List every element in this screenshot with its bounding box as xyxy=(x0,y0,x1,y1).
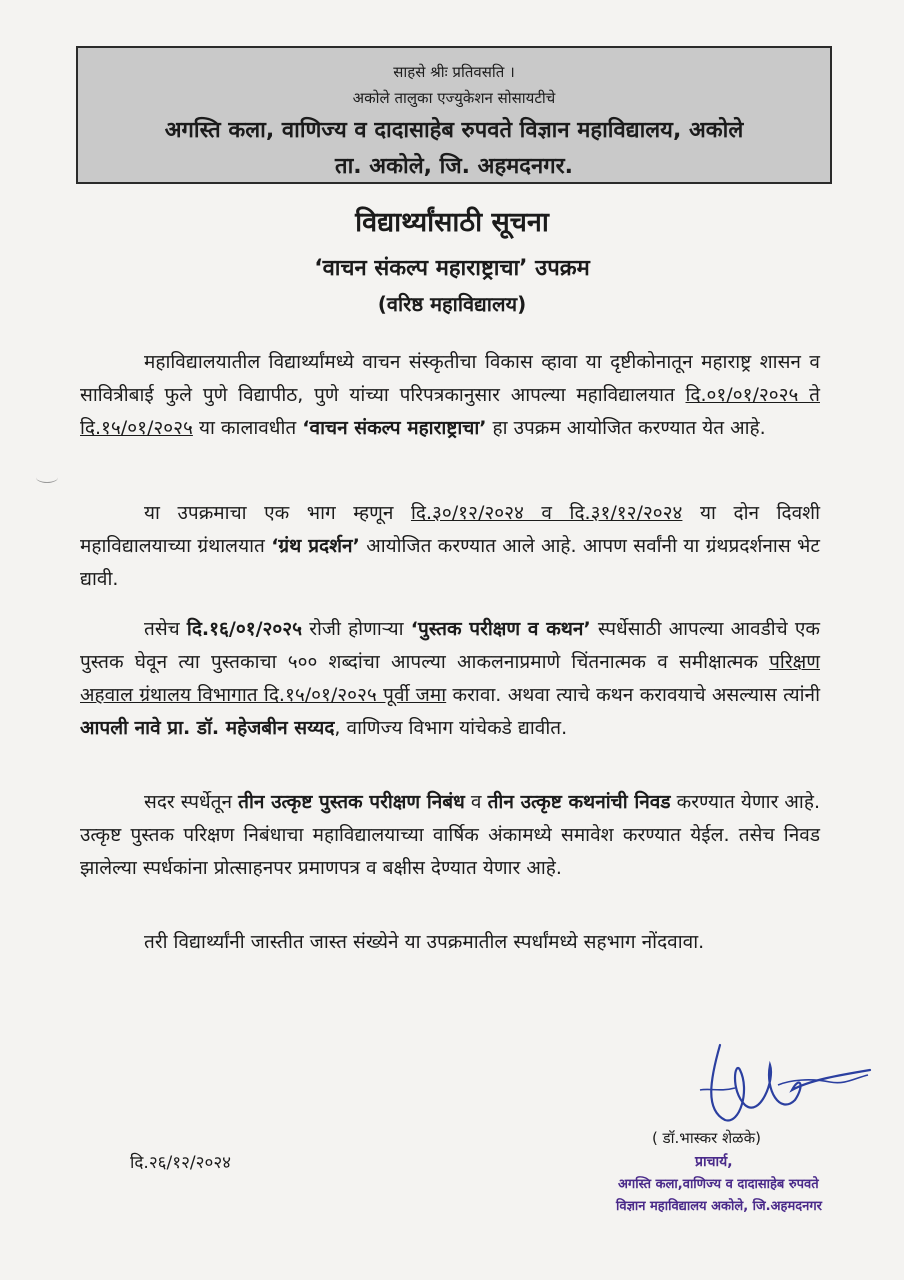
issue-date: दि.२६/१२/२०२४ xyxy=(130,1153,232,1173)
paragraph-4 xyxy=(80,786,820,885)
paragraph-3 xyxy=(80,613,820,745)
p4-text-c: करण्यात येणार आहे. उत्कृष्ट पुस्तक परिक्षण निबंधाचा महाविद्यालयाच्या वार्षिक अंकामध्ये समावेश करण्यात येईल. तसेच निवड झालेल्या स्पर्धकांना प्रोत्साहनपर प्रमाणपत्र व बक्षीस देण्यात येणार आहे. xyxy=(80,791,820,879)
p2-text-b: या दोन दिवशी महाविद्यालयाच्या ग्रंथालयात xyxy=(80,502,821,557)
p3-text-b: रोजी होणाऱ्या xyxy=(302,618,411,640)
college-motto: साहसे श्रीः प्रतिवसति । xyxy=(393,63,515,81)
p3-contact-person: आपली नावे प्रा. डॉ. महेजबीन सय्यद xyxy=(80,717,335,739)
scan-artifact xyxy=(36,472,58,483)
signature-block xyxy=(600,1030,890,1220)
notice-title: विद्यार्थ्यांसाठी सूचना xyxy=(355,207,549,238)
p4-text-b: व xyxy=(464,791,488,813)
p2-text-c: आयोजित करण्यात आले आहे. आपण सर्वांनी या ग्रंथप्रदर्शनास भेट द्यावी. xyxy=(80,535,820,590)
signatory-title: प्राचार्य, xyxy=(695,1154,733,1170)
p3-text-c: स्पर्धेसाठी आपल्या आवडीचे एक पुस्तक घेवून त्या पुस्तकाचा ५०० शब्दांचा आपल्या आकलनाप्रमाणे चिंतनात्मक व समीक्षात्मक xyxy=(80,618,821,673)
p1-program-name: ‘वाचन संकल्प महाराष्ट्राचा’ xyxy=(302,417,487,439)
p2-dates: दि.३०/१२/२०२४ व दि.३१/१२/२०२४ xyxy=(410,502,683,524)
signatory-name: ( डॉ.भास्कर शेळके) xyxy=(652,1129,761,1147)
paragraph-5: तरी विद्यार्थ्यांनी जास्तीत जास्त संख्येने या उपक्रमातील स्पर्धांमध्ये सहभाग नोंदवावा. xyxy=(144,931,705,953)
p3-submission-note: परिक्षण अहवाल ग्रंथालय विभागात दि.१५/०१/२०२५ पूर्वी जमा xyxy=(80,651,820,706)
p3-date: दि.१६/०१/२०२५ xyxy=(186,618,303,640)
paragraph-2 xyxy=(80,497,820,596)
p3-text-a: तसेच xyxy=(144,618,187,640)
notice-subtitle: ‘वाचन संकल्प महाराष्ट्राचा’ उपक्रम xyxy=(314,256,590,281)
college-header xyxy=(76,46,832,184)
p3-competition-name: ‘पुस्तक परीक्षण व कथन’ xyxy=(410,618,591,640)
college-name: अगस्ति कला, वाणिज्य व दादासाहेब रुपवते विज्ञान महाविद्यालय, अकोले xyxy=(164,118,744,143)
stamp-line-2: विज्ञान महाविद्यालय अकोले, जि.अहमदनगर xyxy=(616,1199,822,1214)
notice-section: (वरिष्ठ महाविद्यालय) xyxy=(377,292,527,316)
signature-scribble-icon xyxy=(680,1030,880,1140)
p3-text-e: , वाणिज्य विभाग यांचेकडे द्यावीत. xyxy=(334,717,568,739)
p1-text-c: हा उपक्रम आयोजित करण्यात येत आहे. xyxy=(486,417,766,439)
p4-essay-prize: तीन उत्कृष्ट पुस्तक परीक्षण निबंध xyxy=(238,791,465,813)
paragraph-1 xyxy=(80,346,820,445)
p3-text-d: करावा. अथवा त्याचे कथन करावयाचे असल्यास त्यांनी xyxy=(446,684,820,706)
stamp-line-1: अगस्ति कला,वाणिज्य व दादासाहेब रुपवते xyxy=(618,1177,819,1192)
p2-exhibition-name: ‘ग्रंथ प्रदर्शन’ xyxy=(271,535,360,557)
p4-text-a: सदर स्पर्धेतून xyxy=(144,791,239,813)
p1-text-a: महाविद्यालयातील विद्यार्थ्यांमध्ये वाचन संस्कृतीचा विकास व्हावा या दृष्टीकोनातून महाराष्ट्र शासन व सावित्रीबाई फुले पुणे विद्यापीठ, पुणे यांच्या परिपत्रकानुसार आपल्या महाविद्यालयात xyxy=(80,351,820,406)
p1-text-b: या कालावधीत xyxy=(192,417,303,439)
p4-narration-prize: तीन उत्कृष्ट कथनांची निवड xyxy=(487,791,671,813)
college-address: ता. अकोले, जि. अहमदनगर. xyxy=(335,154,573,179)
society-name: अकोले तालुका एज्युकेशन सोसायटीचे xyxy=(352,89,556,107)
p2-text-a: या उपक्रमाचा एक भाग म्हणून xyxy=(144,502,411,524)
p1-dates: दि.०१/०१/२०२५ ते दि.१५/०१/२०२५ xyxy=(80,384,820,439)
